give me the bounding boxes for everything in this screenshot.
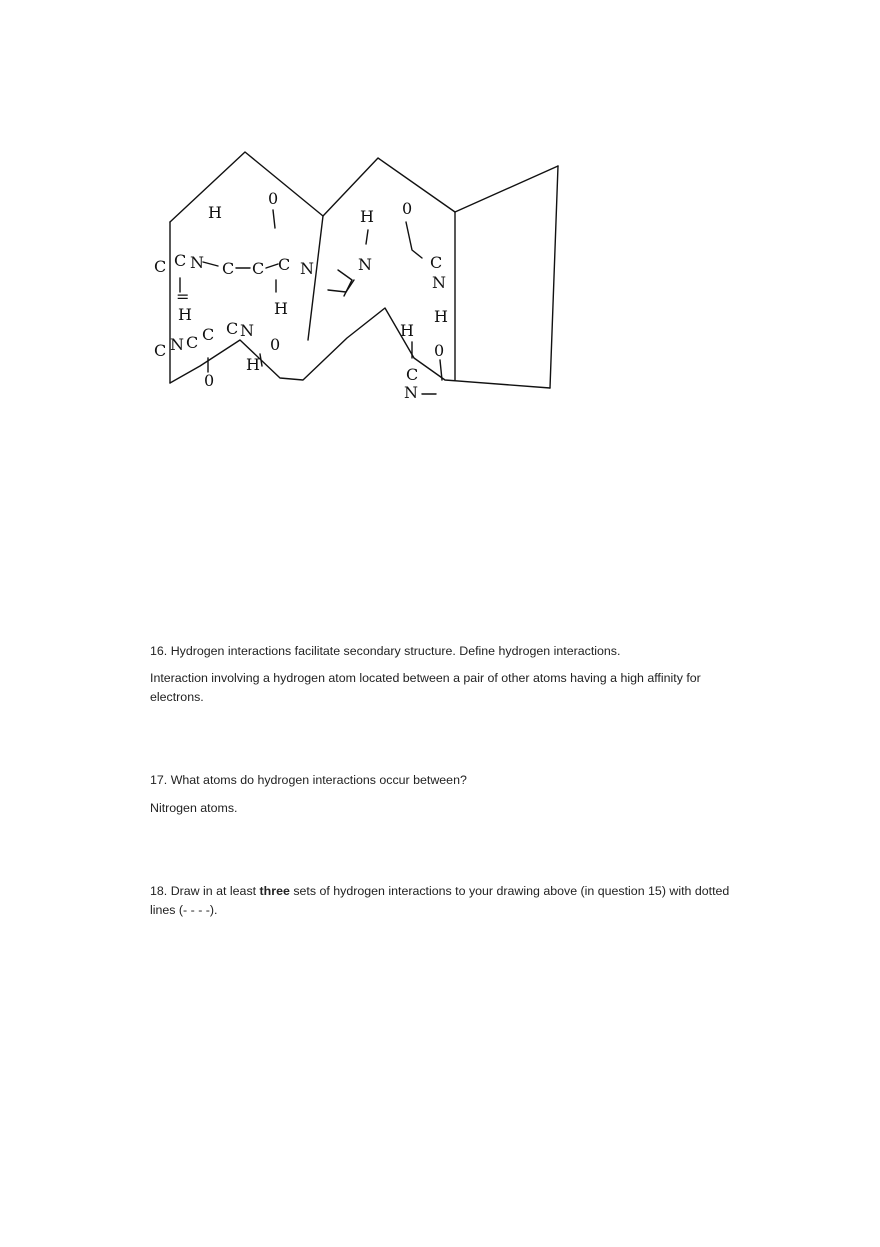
beta-sheet-sketch	[140, 140, 570, 410]
question-text-end: sets of hydrogen interactions to your drawing above (in question 15) with dotted lines (- - - -).	[150, 884, 730, 917]
svg-text:C: C	[222, 259, 235, 278]
svg-text:C: C	[202, 325, 215, 344]
question-text-start: Draw in at least	[170, 884, 257, 898]
svg-text:C: C	[252, 259, 265, 278]
answer-17	[150, 799, 730, 818]
svg-text:0: 0	[204, 371, 215, 390]
svg-text:N: N	[170, 335, 184, 354]
svg-text:N: N	[300, 259, 314, 278]
svg-text:H: H	[360, 207, 374, 226]
question-number: 18.	[150, 884, 168, 898]
svg-text:C: C	[174, 251, 187, 270]
svg-text:C: C	[278, 255, 291, 274]
svg-text:N: N	[432, 273, 446, 292]
question-number: 16.	[150, 644, 168, 658]
svg-text:C: C	[226, 319, 239, 338]
answer-16	[150, 669, 730, 707]
svg-text:C: C	[154, 257, 167, 276]
svg-text:N: N	[190, 253, 204, 272]
svg-text:0: 0	[434, 341, 445, 360]
svg-text:H: H	[274, 299, 288, 318]
svg-text:C: C	[406, 365, 419, 384]
svg-text:C: C	[430, 253, 443, 272]
question-18	[150, 882, 730, 920]
answer-text: Interaction involving a hydrogen atom located between a pair of other atoms having a high affinity for electrons.	[150, 671, 701, 704]
svg-text:H: H	[178, 305, 192, 324]
svg-text:H: H	[434, 307, 448, 326]
question-text: What atoms do hydrogen interactions occur between?	[170, 773, 467, 787]
question-number: 17.	[150, 773, 168, 787]
svg-text:C: C	[154, 341, 167, 360]
svg-text:C: C	[186, 333, 199, 352]
svg-text:=: =	[176, 287, 190, 306]
svg-text:0: 0	[268, 189, 279, 208]
question-16	[150, 642, 730, 661]
svg-text:N: N	[404, 383, 418, 402]
svg-text:H: H	[208, 203, 222, 222]
svg-text:0: 0	[270, 335, 281, 354]
svg-text:0: 0	[402, 199, 413, 218]
svg-text:H: H	[246, 355, 260, 374]
question-text: Hydrogen interactions facilitate secondary structure. Define hydrogen interactions.	[170, 644, 621, 658]
emphasis-three: three	[259, 884, 290, 898]
svg-text:N: N	[240, 321, 254, 340]
svg-text:H: H	[400, 321, 414, 340]
handdrawn-pleated-sheet-drawing	[140, 140, 570, 410]
answer-text: Nitrogen atoms.	[150, 801, 238, 815]
svg-text:N: N	[358, 255, 372, 274]
question-17	[150, 771, 730, 790]
